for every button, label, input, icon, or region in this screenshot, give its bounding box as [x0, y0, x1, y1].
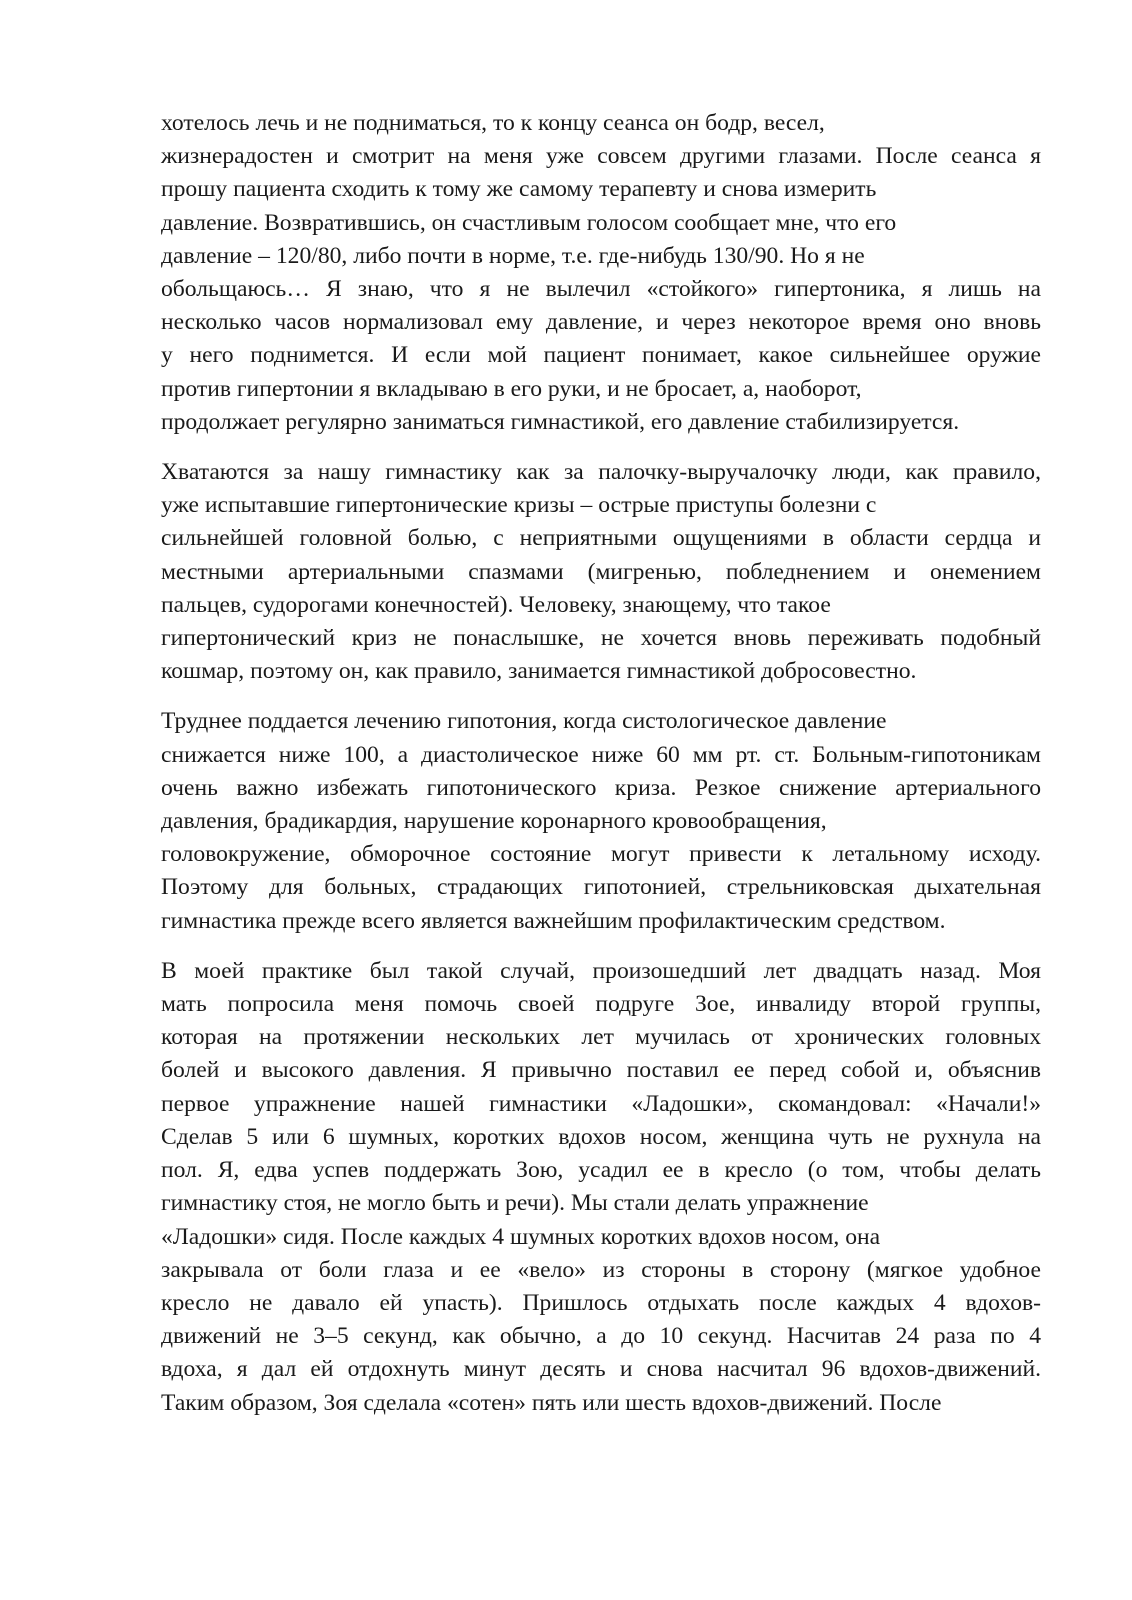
text-line: гимнастика прежде всего является важнейшим профилактическим средством. [161, 907, 946, 934]
text-line: несколько часов нормализовал ему давление, и через некоторое время оно вновь [161, 309, 1041, 336]
text-line: болей и высокого давления. Я привычно поставил ее перед собой и, объяснив [161, 1057, 1041, 1084]
paragraph-4 [161, 955, 1041, 1420]
text-line: давления, брадикардия, нарушение коронарного кровообращения, [161, 808, 827, 835]
text-line: гипертонический криз не понаслышке, не хочется вновь переживать подобный [161, 625, 1041, 652]
text-line: очень важно избежать гипотонического криза. Резкое снижение артериального [161, 774, 1041, 801]
text-line: местными артериальными спазмами (мигренью, побледнением и онемением [161, 558, 1041, 585]
text-line: головокружение, обморочное состояние могут привести к летальному исходу. [161, 841, 1041, 868]
text-line: вдоха, я дал ей отдохнуть минут десять и снова насчитал 96 вдохов-движений. [161, 1356, 1041, 1383]
text-line: кошмар, поэтому он, как правило, занимается гимнастикой добросовестно. [161, 658, 917, 685]
text-line: «Ладошки» сидя. После каждых 4 шумных коротких вдохов носом, она [161, 1223, 881, 1250]
text-line: у него поднимется. И если мой пациент понимает, какое сильнейшее оружие [161, 342, 1041, 369]
text-line: закрывала от боли глаза и ее «вело» из стороны в сторону (мягкое удобное [161, 1256, 1041, 1283]
paragraph-1 [161, 107, 1041, 439]
text-line: сильнейшей головной болью, с неприятными ощущениями в области сердца и [161, 525, 1041, 552]
text-line: пальцев, судорогами конечностей). Человеку, знающему, что такое [161, 591, 831, 618]
text-line: давление. Возвратившись, он счастливым голосом сообщает мне, что его [161, 209, 897, 236]
text-line: которая на протяжении нескольких лет мучилась от хронических головных [161, 1024, 1041, 1051]
text-line: снижается ниже 100, а диастолическое ниже 60 мм рт. ст. Больным-гипотоникам [161, 741, 1041, 768]
paragraph-2 [161, 456, 1041, 688]
text-line: пол. Я, едва успев поддержать Зою, усадил ее в кресло (о том, чтобы делать [161, 1157, 1041, 1184]
text-line: прошу пациента сходить к тому же самому терапевту и снова измерить [161, 176, 877, 203]
text-line: движений не 3–5 секунд, как обычно, а до 10 секунд. Насчитав 24 раза по 4 [161, 1323, 1041, 1350]
text-line: уже испытавшие гипертонические кризы – острые приступы болезни с [161, 492, 877, 519]
text-line: мать попросила меня помочь своей подруге Зое, инвалиду второй группы, [161, 991, 1041, 1018]
text-line: продолжает регулярно заниматься гимнастикой, его давление стабилизируется. [161, 408, 960, 435]
text-line: Труднее поддается лечению гипотония, когда систологическое давление [161, 708, 887, 735]
text-line: Сделав 5 или 6 шумных, коротких вдохов носом, женщина чуть не рухнула на [161, 1123, 1041, 1150]
text-line: обольщаюсь… Я знаю, что я не вылечил «стойкого» гипертоника, я лишь на [161, 276, 1041, 303]
text-line: гимнастику стоя, не могло быть и речи). Мы стали делать упражнение [161, 1190, 869, 1217]
text-line: давление – 120/80, либо почти в норме, т.е. где-нибудь 130/90. Но я не [161, 242, 865, 269]
text-line: хотелось лечь и не подниматься, то к концу сеанса он бодр, весел, [161, 110, 825, 136]
text-line: Таким образом, Зоя сделала «сотен» пять или шесть вдохов-движений. После [161, 1389, 942, 1416]
text-line: жизнерадостен и смотрит на меня уже совсем другими глазами. После сеанса я [161, 143, 1041, 170]
body-text [161, 107, 1041, 1437]
paragraph-3 [161, 705, 1041, 937]
text-line: против гипертонии я вкладываю в его руки, и не бросает, а, наоборот, [161, 375, 862, 402]
text-line: В моей практике был такой случай, произошедший лет двадцать назад. Моя [161, 957, 1041, 984]
text-line: кресло не давало ей упасть). Пришлось отдыхать после каждых 4 вдохов- [161, 1289, 1041, 1316]
text-line: Хватаются за нашу гимнастику как за палочку-выручалочку люди, как правило, [161, 459, 1041, 486]
text-line: первое упражнение нашей гимнастики «Ладошки», скомандовал: «Начали!» [161, 1090, 1041, 1117]
text-line: Поэтому для больных, страдающих гипотонией, стрельниковская дыхательная [161, 874, 1041, 901]
